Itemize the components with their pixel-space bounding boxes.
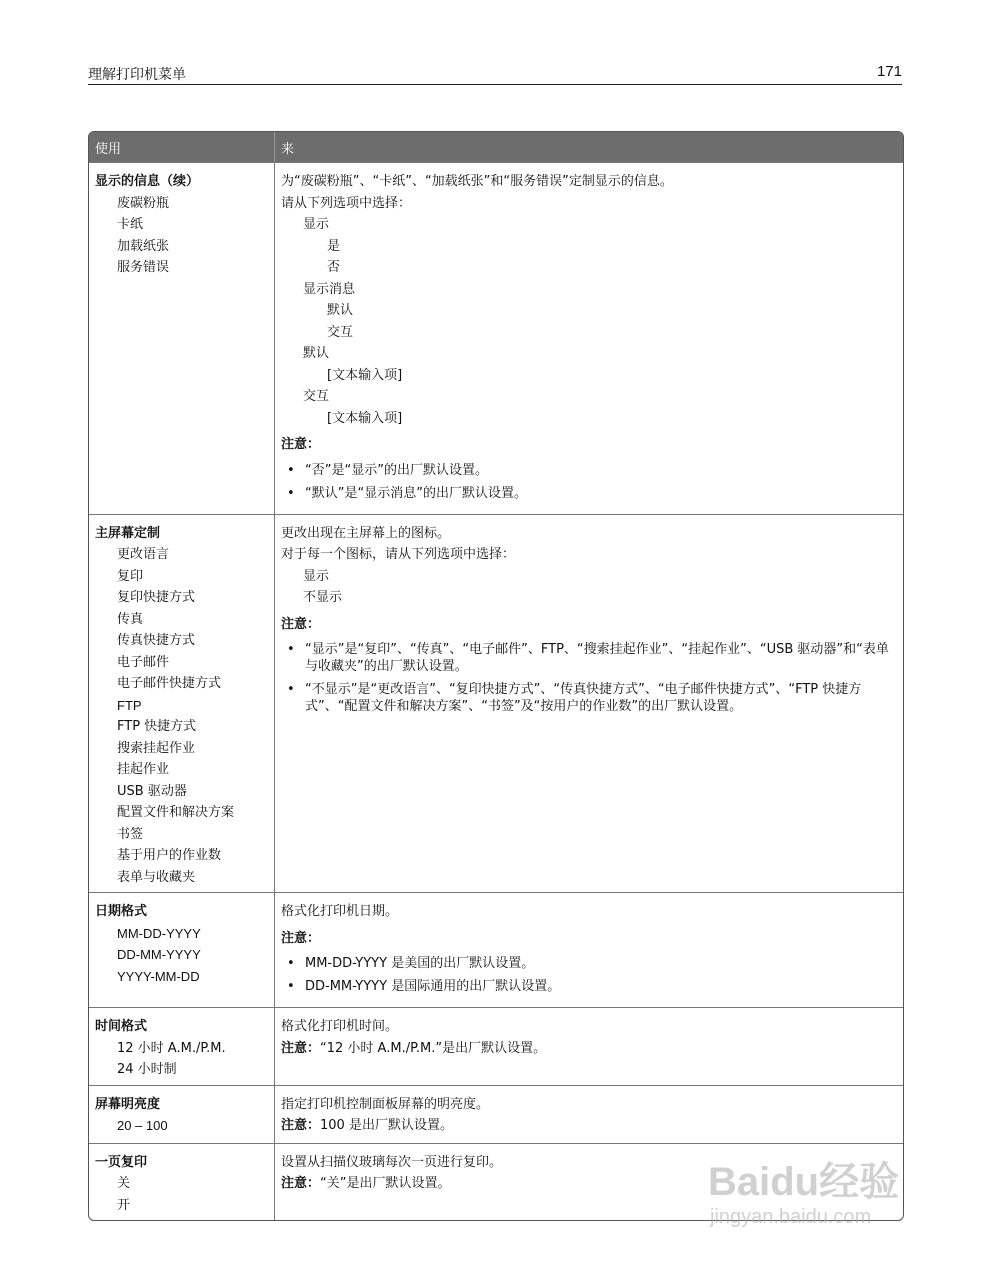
note-bullet: • “默认”是“显示消息”的出厂默认设置。 [281,485,893,502]
description-cell [274,515,903,893]
table-row [89,1085,903,1143]
baidu-watermark [700,1150,940,1240]
menu-table [88,131,904,1221]
note-bullet: • DD-MM-YYYY 是国际通用的出厂默认设置。 [281,978,893,995]
note-label: 注意： [281,1118,321,1133]
menu-option: 传真 [117,611,144,627]
page-number: 171 [876,63,902,80]
note-text: “关”是出厂默认设置。 [320,1176,451,1191]
table-header [89,132,903,162]
menu-option: 书签 [117,826,144,842]
note-list [281,955,893,995]
menu-option: 电子邮件快捷方式 [117,676,222,691]
choice-item: [文本输入项] [327,367,403,383]
menu-option: 卡纸 [117,217,144,232]
description-text: 格式化打印机时间。 [281,1019,399,1034]
choice-item: 交互 [327,324,354,340]
menu-option: 开 [117,1197,131,1213]
menu-option: 废碳粉瓶 [117,195,170,211]
menu-item-cell [89,1144,274,1221]
description-text: 更改出现在主屏幕上的图标。 [281,525,451,541]
note-bullet: • “显示”是“复印”、“传真”、“电子邮件”、FTP、“搜索挂起作业”、“挂起作业”、“USB 驱动器”和“表单与收藏夹”的出厂默认设置。 [281,641,893,675]
menu-option: 复印快捷方式 [117,590,196,605]
choice-item: 显示 [303,217,330,232]
menu-option: 更改语言 [117,547,170,562]
menu-option: 关 [117,1176,131,1191]
menu-item-name: 屏幕明亮度 [95,1096,161,1112]
watermark-logo: Baidu经验 [708,1160,900,1204]
choice-item: 不显示 [303,590,343,605]
menu-option: MM-DD-YYYY [117,925,201,941]
choice-item: 默认 [327,303,354,318]
page-header [88,62,902,85]
menu-option: 表单与收藏夹 [117,869,196,885]
menu-option: DD-MM-YYYY [117,947,201,962]
note-list [281,641,893,715]
note-bullet: • “否”是“显示”的出厂默认设置。 [281,462,893,479]
description-cell [274,893,903,1007]
menu-option: 传真快捷方式 [117,633,196,648]
menu-option: 搜索挂起作业 [117,740,196,756]
table-row [89,892,903,1007]
menu-option: 电子邮件 [117,654,170,670]
description-cell [274,1008,903,1085]
menu-item-cell [89,1086,274,1143]
choice-item: 显示消息 [303,281,356,297]
menu-item-cell [89,515,274,893]
choice-item: 显示 [303,568,330,584]
description-text: 对于每一个图标，请从下列选项中选择： [281,547,516,562]
menu-option: YYYY-MM-DD [117,968,200,984]
menu-item-name: 一页复印 [95,1154,148,1170]
menu-option: 加载纸张 [117,238,170,254]
menu-option: USB 驱动器 [117,783,187,799]
menu-item-cell [89,1008,274,1085]
menu-option: 基于用户的作业数 [117,848,222,863]
note-list [281,462,893,502]
menu-option: 配置文件和解决方案 [117,805,235,820]
note-text: 100 是出厂默认设置。 [320,1118,453,1133]
menu-item-cell [89,893,274,1007]
description-text: 指定打印机控制面板屏幕的明亮度。 [281,1096,490,1112]
note-line [281,1038,893,1060]
menu-option: 挂起作业 [117,762,170,777]
note-bullet: • “不显示”是“更改语言”、“复印快捷方式”、“传真快捷方式”、“电子邮件快捷方式”、“FTP 快捷方式”、“配置文件和解决方案”、“书签”及“按用户的作业数”的出厂默认设置。 [281,681,893,715]
table-row [89,514,903,893]
choice-item: 默认 [303,346,330,361]
note-line [281,1115,893,1137]
menu-item-name: 主屏幕定制 [95,525,161,541]
menu-item-name: 时间格式 [95,1019,148,1034]
menu-option: 复印 [117,568,144,584]
table-row [89,162,903,514]
note-label: 注意： [281,1040,321,1056]
column-header-use: 使用 [95,141,122,157]
note-label: 注意： [281,930,321,946]
note-label: 注意： [281,616,321,632]
note-bullet: • MM-DD-YYYY 是美国的出厂默认设置。 [281,955,893,972]
menu-item-name: 显示的信息（续） [95,174,200,189]
choice-item: 否 [327,260,341,275]
description-text: 为“废碳粉瓶”、“卡纸”、“加载纸张”和“服务错误”定制显示的信息。 [281,174,673,189]
menu-option: 12 小时 A.M./P.M. [117,1040,226,1056]
description-text: 请从下列选项中选择： [281,195,412,211]
note-label: 注意： [281,437,321,452]
menu-option: FTP 快捷方式 [117,719,197,734]
note-text: “12 小时 A.M./P.M.”是出厂默认设置。 [320,1040,547,1056]
section-title: 理解打印机菜单 [88,67,186,83]
description-cell [274,1086,903,1143]
menu-option: 24 小时制 [117,1062,177,1077]
menu-item-cell [89,163,274,514]
watermark-url: jingyan.baidu.com [710,1206,872,1228]
note-label: 注意： [281,1176,321,1191]
table-row [89,1007,903,1085]
menu-option: FTP [117,697,142,713]
description-text: 格式化打印机日期。 [281,904,399,919]
choice-item: [文本输入项] [327,410,403,426]
choice-item: 是 [327,238,341,254]
column-header-purpose: 来 [274,132,903,162]
menu-option: 服务错误 [117,260,170,275]
description-text: 设置从扫描仪玻璃每次一页进行复印。 [281,1154,503,1170]
menu-option: 20 – 100 [117,1118,168,1133]
description-cell [274,163,903,514]
choice-item: 交互 [303,389,330,404]
menu-item-name: 日期格式 [95,904,148,919]
